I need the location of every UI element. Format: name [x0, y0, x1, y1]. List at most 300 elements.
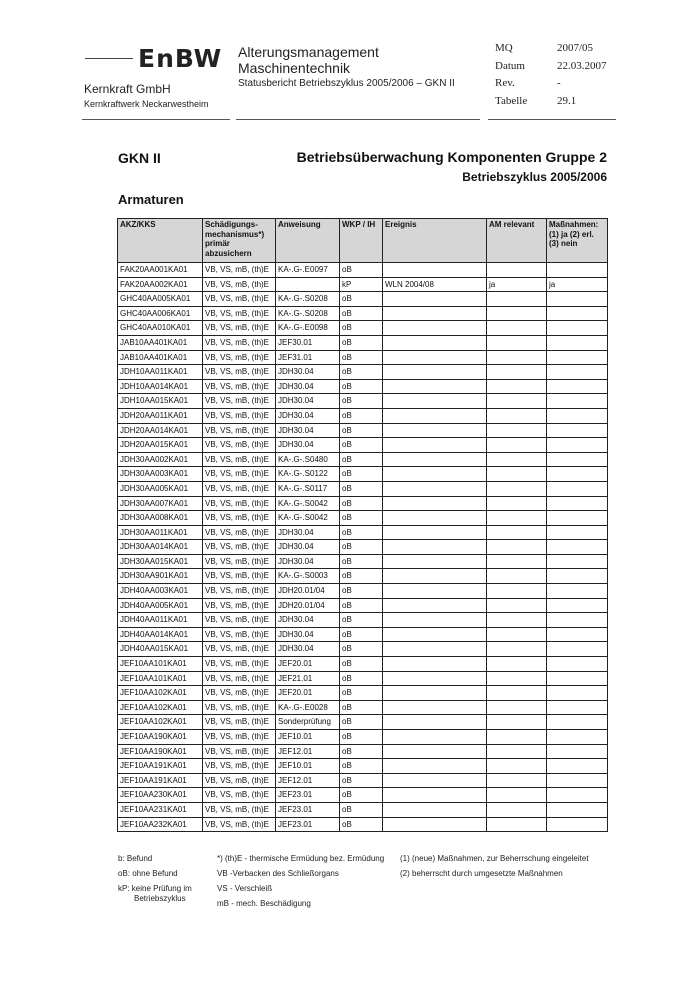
- table-cell: JDH20AA014KA01: [118, 423, 203, 438]
- table-cell: [547, 350, 608, 365]
- meta-key: Rev.: [495, 77, 515, 89]
- legend-entry: *) (th)E - thermische Ermüdung bez. Ermüdung: [217, 854, 385, 863]
- table-cell: [383, 788, 487, 803]
- table-cell: JEF10AA102KA01: [118, 686, 203, 701]
- table-row: [118, 554, 608, 569]
- table-cell: JEF31.01: [276, 350, 340, 365]
- table-cell: [383, 715, 487, 730]
- table-cell: [383, 817, 487, 832]
- table-cell: [487, 744, 547, 759]
- table-cell: [487, 452, 547, 467]
- table-row: [118, 467, 608, 482]
- table-cell: JDH30.04: [276, 423, 340, 438]
- table-cell: [487, 379, 547, 394]
- table-cell: [547, 715, 608, 730]
- legend-entry: (1) (neue) Maßnahmen, zur Beherrschung eingeleitet: [400, 854, 589, 863]
- table-cell: JEF10AA232KA01: [118, 817, 203, 832]
- table-row: [118, 525, 608, 540]
- table-cell: VB, VS, mB, (th)E: [203, 496, 276, 511]
- table-cell: [383, 671, 487, 686]
- table-cell: [547, 759, 608, 774]
- table-cell: JDH30.04: [276, 627, 340, 642]
- table-cell: VB, VS, mB, (th)E: [203, 511, 276, 526]
- document-meta: [495, 42, 615, 112]
- table-cell: oB: [340, 584, 383, 599]
- table-cell: [383, 642, 487, 657]
- column-header: Schädigungs-mechanismus*) primär abzusichern: [203, 219, 276, 263]
- table-row: [118, 686, 608, 701]
- column-header: Ereignis: [383, 219, 487, 263]
- table-cell: oB: [340, 715, 383, 730]
- table-cell: GHC40AA005KA01: [118, 292, 203, 307]
- table-row: [118, 350, 608, 365]
- table-cell: oB: [340, 292, 383, 307]
- table-cell: [547, 700, 608, 715]
- column-header: AKZ/KKS: [118, 219, 203, 263]
- document-title: [238, 44, 379, 76]
- meta-row: [495, 42, 615, 60]
- table-cell: VB, VS, mB, (th)E: [203, 554, 276, 569]
- table-cell: [383, 452, 487, 467]
- table-cell: [487, 292, 547, 307]
- table-cell: JDH40AA014KA01: [118, 627, 203, 642]
- table-cell: [383, 686, 487, 701]
- table-cell: [487, 686, 547, 701]
- table-cell: oB: [340, 598, 383, 613]
- meta-key: Datum: [495, 59, 525, 72]
- table-row: [118, 613, 608, 628]
- table-cell: KA-.G-.S0208: [276, 306, 340, 321]
- table-cell: [383, 598, 487, 613]
- table-cell: [547, 788, 608, 803]
- table-cell: VB, VS, mB, (th)E: [203, 569, 276, 584]
- table-cell: [547, 598, 608, 613]
- legend-entry: VB -Verbacken des Schließorgans: [217, 869, 339, 878]
- header-rule: [82, 119, 230, 120]
- table-cell: [547, 452, 608, 467]
- table-cell: oB: [340, 408, 383, 423]
- table-cell: [547, 423, 608, 438]
- table-cell: VB, VS, mB, (th)E: [203, 525, 276, 540]
- table-cell: VB, VS, mB, (th)E: [203, 671, 276, 686]
- table-row: [118, 642, 608, 657]
- table-cell: [547, 306, 608, 321]
- plant-name: Kernkraftwerk Neckarwestheim: [84, 99, 209, 109]
- table-cell: [487, 773, 547, 788]
- table-row: [118, 744, 608, 759]
- table-cell: VB, VS, mB, (th)E: [203, 408, 276, 423]
- table-cell: [487, 788, 547, 803]
- table-cell: oB: [340, 452, 383, 467]
- table-cell: [383, 335, 487, 350]
- table-cell: [547, 540, 608, 555]
- table-cell: VB, VS, mB, (th)E: [203, 452, 276, 467]
- table-cell: JEF10AA102KA01: [118, 715, 203, 730]
- table-cell: JEF23.01: [276, 802, 340, 817]
- table-cell: VB, VS, mB, (th)E: [203, 481, 276, 496]
- table-cell: JDH30.04: [276, 525, 340, 540]
- meta-value: 2007/05: [557, 42, 594, 54]
- table-cell: JDH30AA005KA01: [118, 481, 203, 496]
- table-cell: JAB10AA401KA01: [118, 350, 203, 365]
- table-cell: JDH20AA011KA01: [118, 408, 203, 423]
- table-cell: [487, 554, 547, 569]
- table-cell: [487, 263, 547, 278]
- table-cell: VB, VS, mB, (th)E: [203, 700, 276, 715]
- table-cell: oB: [340, 394, 383, 409]
- table-row: [118, 335, 608, 350]
- table-cell: [547, 292, 608, 307]
- table-row: [118, 817, 608, 832]
- table-cell: [383, 540, 487, 555]
- table-cell: [383, 744, 487, 759]
- table-cell: VB, VS, mB, (th)E: [203, 350, 276, 365]
- table-cell: JDH30.04: [276, 613, 340, 628]
- table-row: [118, 263, 608, 278]
- table-cell: oB: [340, 773, 383, 788]
- table-cell: VB, VS, mB, (th)E: [203, 627, 276, 642]
- table-cell: oB: [340, 481, 383, 496]
- document-title-line2: Maschinentechnik: [238, 60, 351, 76]
- table-cell: [487, 759, 547, 774]
- table-row: [118, 481, 608, 496]
- table-cell: VB, VS, mB, (th)E: [203, 394, 276, 409]
- table-cell: oB: [340, 496, 383, 511]
- table-cell: kP: [340, 277, 383, 292]
- meta-key: Tabelle: [495, 94, 528, 107]
- legend-abbreviations: [118, 851, 192, 906]
- table-cell: VB, VS, mB, (th)E: [203, 730, 276, 745]
- table-cell: [487, 715, 547, 730]
- section-title: Armaturen: [118, 192, 184, 207]
- table-row: [118, 511, 608, 526]
- table-cell: [383, 554, 487, 569]
- logo-line: [85, 58, 133, 59]
- table-cell: JEF20.01: [276, 657, 340, 672]
- table-cell: oB: [340, 554, 383, 569]
- meta-key: MQ: [495, 42, 513, 54]
- table-cell: [383, 802, 487, 817]
- table-cell: [487, 657, 547, 672]
- table-cell: [547, 642, 608, 657]
- table-cell: [487, 613, 547, 628]
- table-cell: JEF10.01: [276, 730, 340, 745]
- table-row: [118, 408, 608, 423]
- table-cell: [487, 365, 547, 380]
- table-cell: VB, VS, mB, (th)E: [203, 292, 276, 307]
- table-cell: [383, 467, 487, 482]
- table-cell: [487, 481, 547, 496]
- table-cell: oB: [340, 438, 383, 453]
- table-row: [118, 496, 608, 511]
- table-cell: VB, VS, mB, (th)E: [203, 657, 276, 672]
- table-cell: oB: [340, 817, 383, 832]
- table-cell: VB, VS, mB, (th)E: [203, 584, 276, 599]
- table-cell: JEF10.01: [276, 759, 340, 774]
- table-cell: [487, 306, 547, 321]
- table-cell: [487, 642, 547, 657]
- table-cell: oB: [340, 540, 383, 555]
- table-cell: JEF10AA190KA01: [118, 730, 203, 745]
- table-cell: JDH30.04: [276, 554, 340, 569]
- table-cell: [487, 598, 547, 613]
- table-row: [118, 292, 608, 307]
- table-cell: [547, 569, 608, 584]
- table-cell: [383, 627, 487, 642]
- table-cell: oB: [340, 627, 383, 642]
- table-cell: [383, 525, 487, 540]
- unit-label: GKN II: [118, 150, 161, 166]
- table-cell: JDH10AA015KA01: [118, 394, 203, 409]
- table-cell: VB, VS, mB, (th)E: [203, 540, 276, 555]
- table-cell: [487, 817, 547, 832]
- table-cell: JEF30.01: [276, 335, 340, 350]
- meta-value: 22.03.2007: [557, 59, 607, 72]
- table-cell: [383, 481, 487, 496]
- table-cell: [547, 554, 608, 569]
- table-cell: [547, 481, 608, 496]
- table-cell: FAK20AA002KA01: [118, 277, 203, 292]
- table-cell: [383, 365, 487, 380]
- table-cell: KA-.G-.S0208: [276, 292, 340, 307]
- table-cell: JDH30.04: [276, 394, 340, 409]
- table-cell: oB: [340, 335, 383, 350]
- table-cell: [547, 408, 608, 423]
- table-cell: ja: [487, 277, 547, 292]
- table-cell: oB: [340, 759, 383, 774]
- table-row: [118, 700, 608, 715]
- table-cell: [487, 350, 547, 365]
- table-cell: oB: [340, 467, 383, 482]
- table-cell: VB, VS, mB, (th)E: [203, 613, 276, 628]
- meta-value: -: [557, 77, 561, 89]
- table-cell: [487, 730, 547, 745]
- table-cell: [487, 700, 547, 715]
- meta-row: [495, 95, 615, 113]
- table-row: [118, 759, 608, 774]
- table-cell: JDH40AA011KA01: [118, 613, 203, 628]
- table-cell: JEF10AA101KA01: [118, 657, 203, 672]
- table-row: [118, 379, 608, 394]
- table-cell: oB: [340, 569, 383, 584]
- table-row: [118, 788, 608, 803]
- table-cell: [383, 306, 487, 321]
- table-row: [118, 423, 608, 438]
- table-cell: VB, VS, mB, (th)E: [203, 467, 276, 482]
- table-cell: [547, 671, 608, 686]
- table-cell: [383, 773, 487, 788]
- table-cell: oB: [340, 802, 383, 817]
- table-cell: KA-.G-.S0003: [276, 569, 340, 584]
- table-row: [118, 627, 608, 642]
- table-cell: [383, 423, 487, 438]
- table-cell: VB, VS, mB, (th)E: [203, 263, 276, 278]
- table-cell: [547, 511, 608, 526]
- table-cell: VB, VS, mB, (th)E: [203, 321, 276, 336]
- table-cell: JDH40AA005KA01: [118, 598, 203, 613]
- table-cell: oB: [340, 525, 383, 540]
- table-cell: [487, 467, 547, 482]
- table-cell: oB: [340, 700, 383, 715]
- table-cell: JDH30AA008KA01: [118, 511, 203, 526]
- table-cell: [383, 292, 487, 307]
- table-cell: JDH30.04: [276, 365, 340, 380]
- table-cell: JDH30AA003KA01: [118, 467, 203, 482]
- components-table: [117, 218, 608, 832]
- table-row: [118, 321, 608, 336]
- column-header: Anweisung: [276, 219, 340, 263]
- table-cell: [487, 525, 547, 540]
- table-row: [118, 306, 608, 321]
- table-row: [118, 730, 608, 745]
- table-cell: JEF10AA102KA01: [118, 700, 203, 715]
- header-rule: [236, 119, 480, 120]
- table-cell: ja: [547, 277, 608, 292]
- table-cell: [487, 335, 547, 350]
- table-cell: JDH30.04: [276, 438, 340, 453]
- page-title: Betriebsüberwachung Komponenten Gruppe 2: [296, 149, 607, 165]
- table-cell: oB: [340, 613, 383, 628]
- table-cell: [547, 335, 608, 350]
- legend-entry: kP: keine Prüfung im: [118, 884, 192, 893]
- table-cell: VB, VS, mB, (th)E: [203, 277, 276, 292]
- table-cell: VB, VS, mB, (th)E: [203, 379, 276, 394]
- table-cell: [547, 321, 608, 336]
- table-cell: [547, 467, 608, 482]
- table-cell: JDH30AA007KA01: [118, 496, 203, 511]
- table-row: [118, 365, 608, 380]
- table-cell: [383, 321, 487, 336]
- table-cell: oB: [340, 379, 383, 394]
- table-cell: JEF10AA191KA01: [118, 759, 203, 774]
- table-cell: JDH30.04: [276, 540, 340, 555]
- table-cell: VB, VS, mB, (th)E: [203, 802, 276, 817]
- table-row: [118, 452, 608, 467]
- table-row: [118, 584, 608, 599]
- table-cell: JDH20.01/04: [276, 584, 340, 599]
- table-cell: VB, VS, mB, (th)E: [203, 306, 276, 321]
- table-row: [118, 802, 608, 817]
- table-cell: [487, 423, 547, 438]
- meta-row: [495, 77, 615, 95]
- table-cell: [547, 657, 608, 672]
- table-cell: [383, 379, 487, 394]
- legend-measures: [400, 851, 589, 881]
- table-cell: KA-.G-.S0480: [276, 452, 340, 467]
- table-cell: [487, 408, 547, 423]
- table-row: [118, 671, 608, 686]
- table-cell: VB, VS, mB, (th)E: [203, 686, 276, 701]
- legend-entry: Betriebszyklus: [134, 894, 186, 903]
- header-rule: [488, 119, 616, 120]
- table-cell: KA-.G-.S0122: [276, 467, 340, 482]
- legend-entry: oB: ohne Befund: [118, 869, 178, 878]
- table-cell: JDH30.04: [276, 642, 340, 657]
- table-cell: VB, VS, mB, (th)E: [203, 715, 276, 730]
- table-cell: JDH10AA011KA01: [118, 365, 203, 380]
- document-subtitle: Statusbericht Betriebszyklus 2005/2006 – GKN II: [238, 78, 455, 89]
- table-cell: [487, 496, 547, 511]
- table-cell: VB, VS, mB, (th)E: [203, 365, 276, 380]
- column-header: AM relevant: [487, 219, 547, 263]
- table-cell: [383, 569, 487, 584]
- table-row: [118, 569, 608, 584]
- table-cell: [487, 802, 547, 817]
- table-cell: [547, 730, 608, 745]
- table-cell: GHC40AA010KA01: [118, 321, 203, 336]
- table-cell: JDH10AA014KA01: [118, 379, 203, 394]
- table-cell: JEF10AA101KA01: [118, 671, 203, 686]
- table-cell: [547, 686, 608, 701]
- table-cell: oB: [340, 686, 383, 701]
- table-cell: oB: [340, 642, 383, 657]
- table-cell: oB: [340, 263, 383, 278]
- table-cell: [383, 759, 487, 774]
- table-cell: [547, 584, 608, 599]
- table-cell: FAK20AA001KA01: [118, 263, 203, 278]
- table-cell: GHC40AA006KA01: [118, 306, 203, 321]
- table-cell: [383, 408, 487, 423]
- table-cell: VB, VS, mB, (th)E: [203, 744, 276, 759]
- column-header: Maßnahmen: (1) ja (2) erl. (3) nein: [547, 219, 608, 263]
- table-cell: [383, 496, 487, 511]
- table-cell: [383, 730, 487, 745]
- table-cell: VB, VS, mB, (th)E: [203, 598, 276, 613]
- table-cell: VB, VS, mB, (th)E: [203, 759, 276, 774]
- table-cell: [487, 584, 547, 599]
- table-cell: [487, 321, 547, 336]
- table-cell: JEF10AA190KA01: [118, 744, 203, 759]
- table-cell: oB: [340, 350, 383, 365]
- table-cell: [383, 613, 487, 628]
- table-cell: [383, 700, 487, 715]
- table-cell: oB: [340, 511, 383, 526]
- table-row: [118, 438, 608, 453]
- table-cell: oB: [340, 365, 383, 380]
- table-cell: Sonderprüfung: [276, 715, 340, 730]
- table-cell: [487, 671, 547, 686]
- table-cell: VB, VS, mB, (th)E: [203, 817, 276, 832]
- table-cell: [487, 540, 547, 555]
- table-cell: VB, VS, mB, (th)E: [203, 642, 276, 657]
- table-cell: [547, 744, 608, 759]
- table-cell: [547, 613, 608, 628]
- table-cell: [487, 569, 547, 584]
- column-header: WKP / IH: [340, 219, 383, 263]
- table-cell: KA-.G-.S0042: [276, 511, 340, 526]
- table-cell: [547, 817, 608, 832]
- table-row: [118, 394, 608, 409]
- table-cell: [383, 657, 487, 672]
- table-cell: [383, 584, 487, 599]
- table-cell: JDH30.04: [276, 408, 340, 423]
- legend-mechanisms: [217, 851, 384, 911]
- table-cell: oB: [340, 744, 383, 759]
- meta-row: [495, 60, 615, 78]
- table-row: [118, 598, 608, 613]
- table-cell: VB, VS, mB, (th)E: [203, 438, 276, 453]
- table-cell: [487, 511, 547, 526]
- page-subtitle: Betriebszyklus 2005/2006: [462, 170, 607, 184]
- legend-entry: b: Befund: [118, 854, 153, 863]
- table-cell: [547, 496, 608, 511]
- table-cell: [383, 350, 487, 365]
- table-cell: JEF10AA230KA01: [118, 788, 203, 803]
- table-row: [118, 540, 608, 555]
- table-cell: KA-.G-.E0098: [276, 321, 340, 336]
- table-cell: JDH30AA002KA01: [118, 452, 203, 467]
- table-cell: JEF10AA231KA01: [118, 802, 203, 817]
